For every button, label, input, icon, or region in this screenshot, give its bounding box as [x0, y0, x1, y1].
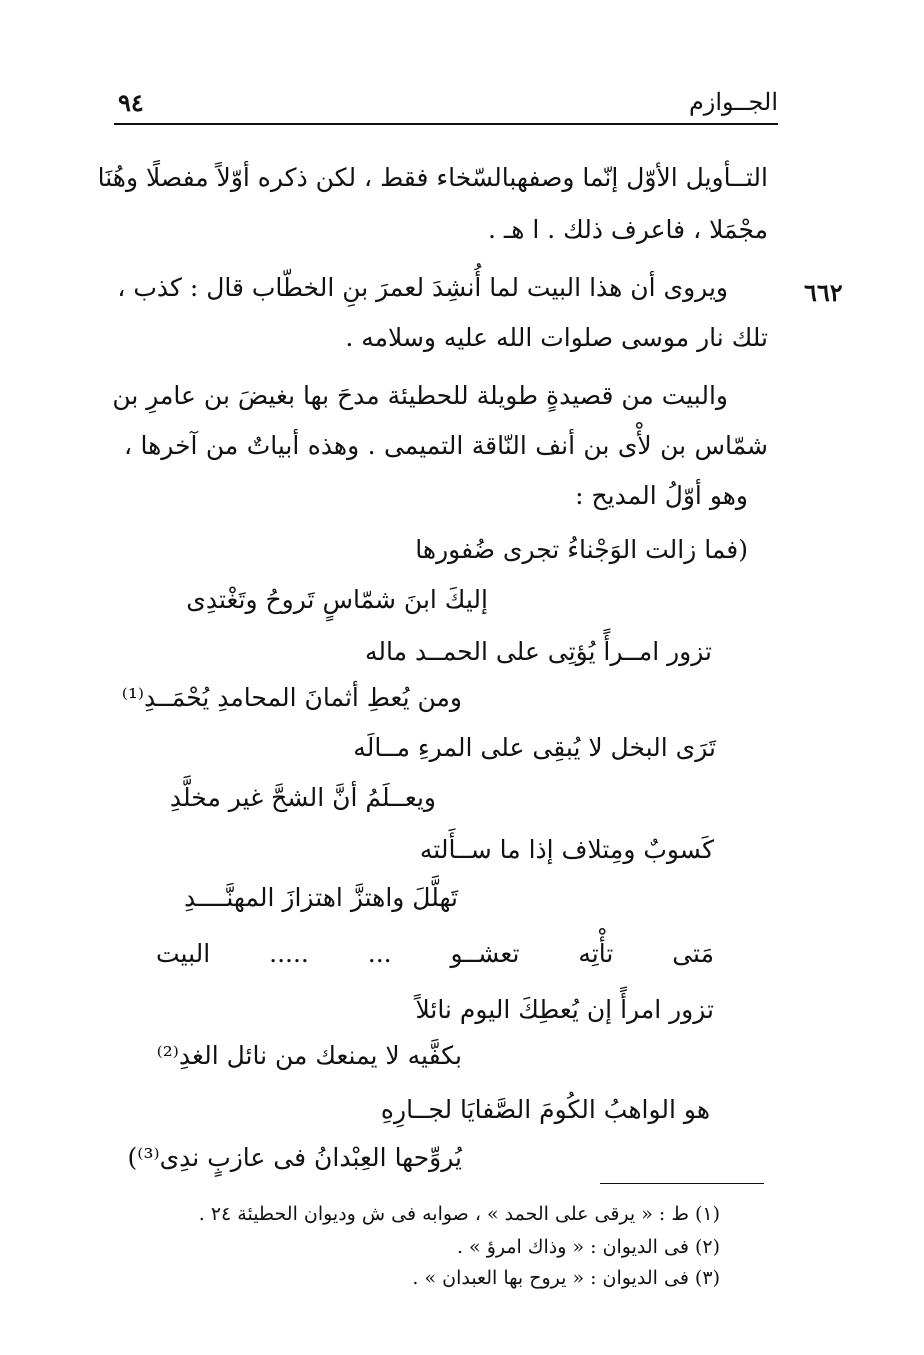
- verse-8: تَهلَّلَ واهتزَّ اهتزازَ المهنَّــــدِ: [183, 883, 458, 912]
- body-line-1: التــأويل الأوّل إنّما وصفهبالسّخاء فقط ، لكن ذكره أوّلاً مفصلًا وهُنَا: [97, 163, 768, 192]
- verse-7: كَسوبٌ ومِتلاف إذا ما ســأَلته: [419, 835, 714, 864]
- body-line-4: تلك نار موسى صلوات الله عليه وسلامه .: [345, 323, 768, 352]
- body-line-2: مجْمَلا ، فاعرف ذلك . ا هـ .: [488, 215, 768, 244]
- verse-2: إليكَ ابنَ شمّاسٍ تَروحُ وتَغْتدِى: [186, 585, 488, 614]
- verse-11: بكفَّيه لا يمنعك من نائل الغدِ⁽²⁾: [156, 1041, 462, 1070]
- body-line-5: والبيت من قصيدةٍ طويلة للحطيئة مدحَ بها بغيضَ بن عامرِ بن: [112, 381, 728, 410]
- verse-5: تَرَى البخل لا يُبقِى على المرءِ مــالَه: [353, 733, 716, 762]
- header-rule: [114, 123, 778, 125]
- body-line-3: ويروى أن هذا البيت لما أُنشِدَ لعمرَ بنِ الخطّاب قال : كذب ،: [117, 273, 728, 302]
- running-title: الجــوازم: [688, 88, 778, 116]
- body-line-6: شمّاس بن لأْى بن أنف النّاقة التميمى . وهذه أبياتٌ من آخرها ،: [124, 431, 768, 460]
- body-line-7: وهو أوّلُ المديح :: [575, 481, 748, 510]
- margin-verse-number: ٦٦٢: [804, 278, 843, 307]
- verse-13: يُروِّحها العِبْدانُ فى عازبٍ ندِى⁽³⁾): [127, 1143, 462, 1172]
- verse-1: (فما زالت الوَجْناءُ تجرى ضُفورها: [415, 535, 748, 564]
- footnote-3: (٣) فى الديوان : « يروح بها العبدان » .: [412, 1267, 720, 1289]
- verse-4: ومن يُعطِ أثمانَ المحامدِ يُحْمَــدِ⁽¹⁾: [121, 683, 462, 712]
- verse-9: مَتى تأْتِه تعشــو ... ..... البيت: [156, 939, 714, 968]
- verse-10: تزور امرأً إن يُعطِكَ اليوم نائلاً: [415, 995, 714, 1024]
- page-header: [114, 82, 778, 122]
- page-number: ٩٤: [118, 88, 144, 117]
- verse-3: تزور امــرأً يُؤتِى على الحمــد ماله: [364, 637, 712, 666]
- verse-6: ويعــلَمُ أنَّ الشحَّ غير مخلَّدِ: [169, 783, 436, 812]
- footnote-2: (٢) فى الديوان : « وذاك امرؤ » .: [456, 1236, 720, 1258]
- footnote-rule: [600, 1183, 764, 1184]
- verse-12: هو الواهبُ الكُومَ الصَّفايَا لجــارِهِ: [380, 1095, 710, 1124]
- footnote-1: (١) ط : « يرقى على الحمد » ، صوابه فى ش وديوان الحطيئة ٢٤ .: [198, 1203, 720, 1225]
